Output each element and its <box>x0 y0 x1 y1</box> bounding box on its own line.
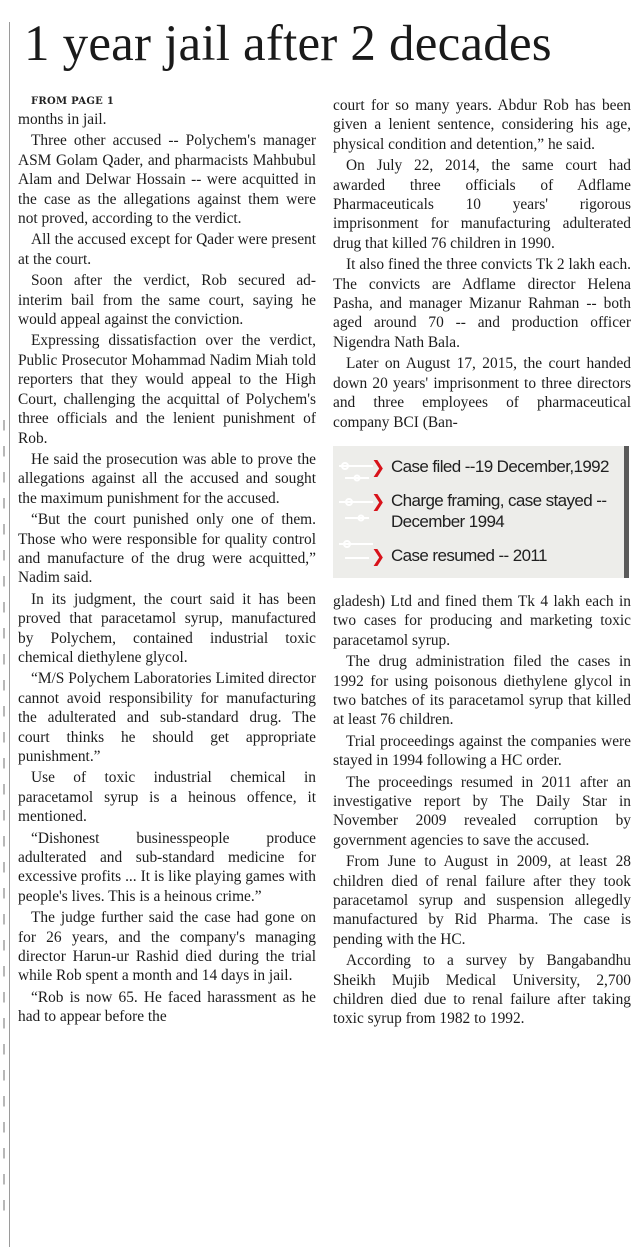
paragraph: He said the prosecution was able to prove the allegations against all the accused and sought the maximum punishment for the accused. <box>18 450 316 507</box>
paragraph: From June to August in 2009, at least 28 children died of renal failure after they took paracetamol syrup and suspension allegedly manufactured by Rid Pharma. The case is pending with the HC. <box>333 853 631 948</box>
paragraph: All the accused except for Qader were present at the court. <box>18 231 316 268</box>
right-column <box>333 96 631 1031</box>
paragraph: According to a survey by Bangabandhu Sheikh Mujib Medical University, 2,700 children died due to renal failure after taking toxic syrup from 1982 to 1992. <box>333 952 631 1028</box>
paragraph: “Dishonest businesspeople produce adulterated and sub-standard medicine for excessive profits ... It is like playing games with people's lives. This is a heinous crime.” <box>18 829 316 905</box>
paragraph: Use of toxic industrial chemical in paracetamol syrup is a heinous offence, it mentioned. <box>18 769 316 826</box>
paragraph: Later on August 17, 2015, the court handed down 20 years' imprisonment to three directors and three employees of pharmaceutical company BCI (Ban- <box>333 355 631 431</box>
paragraph: months in jail. <box>18 111 107 128</box>
paragraph: court for so many years. Abdur Rob has been given a lenient sentence, considering his age, physical condition and detention,” he said. <box>333 97 631 153</box>
kicker: FROM PAGE 1 <box>31 96 115 107</box>
timeline-item: ❯ Case filed --19 December,1992 <box>371 456 609 477</box>
arrow-right-icon: ❯ <box>371 457 385 477</box>
left-column <box>18 96 316 1029</box>
headline: 1 year jail after 2 decades <box>24 16 552 72</box>
paragraph: The judge further said the case had gone on for 26 years, and the company's managing director Harun-ur Rashid died during the trial while Rob spent a month and 14 days in jail. <box>18 909 316 985</box>
column-rule <box>9 22 10 1247</box>
paragraph: Expressing dissatisfaction over the verdict, Public Prosecutor Mohammad Nadim Miah told reporters that they would appeal to the High Court, challenging the acquittal of Polychem's three officials and the lenient punishment of Rob. <box>18 332 316 447</box>
paragraph: The drug administration filed the cases in 1992 for using poisonous diethylene glycol in two batches of its paracetamol syrup that killed at least 76 children. <box>333 653 631 729</box>
paragraph: In its judgment, the court said it has been proved that paracetamol syrup, manufactured by Polychem, contained industrial toxic chemical diethylene glycol. <box>18 590 316 666</box>
paragraph: Trial proceedings against the companies were stayed in 1994 following a HC order. <box>333 732 631 770</box>
timeline-list <box>371 456 617 579</box>
timeline-item: ❯ Case resumed -- 2011 <box>371 545 547 566</box>
paragraph: It also fined the three convicts Tk 2 lakh each. The convicts are Adflame director Helena Pasha, and manager Mizanur Rahman -- both aged around 70 -- and production officer Nigendra Nath Bala. <box>333 256 631 351</box>
timeline-bar <box>624 446 629 578</box>
timeline-item: ❯ Charge framing, case stayed -- December 1994 <box>371 490 607 531</box>
paragraph: On July 22, 2014, the same court had awarded three officials of Adflame Pharmaceuticals 10 years' rigorous imprisonment for manufacturing adulterated drug that killed 76 children in 1990. <box>333 157 631 252</box>
paragraph: gladesh) Ltd and fined them Tk 4 lakh each in two cases for producing and marketing toxic paracetamol syrup. <box>333 592 631 649</box>
paragraph: “But the court punished only one of them. Those who were responsible for quality control and manufacture of the drug were acquitted,” Nadim said. <box>18 511 316 587</box>
gutter-dots <box>3 420 5 1221</box>
arrow-right-icon: ❯ <box>371 546 385 566</box>
paragraph: “M/S Polychem Laboratories Limited director cannot avoid responsibility for manufacturing the adulterated and sub-standard drug. The court thinks he should get appropriate punishment.” <box>18 670 316 765</box>
paragraph: The proceedings resumed in 2011 after an investigative report by The Daily Star in November 2009 revealed corruption by government agencies to save the accused. <box>333 773 631 849</box>
paragraph: Three other accused -- Polychem's manager ASM Golam Qader, and pharmacists Mahbubul Alam and Delwar Hossain -- were acquitted in the case as the allegations against them were not proved, according to the verdict. <box>18 132 316 228</box>
paragraph: “Rob is now 65. He faced harassment as he had to appear before the <box>18 988 316 1026</box>
timeline-box <box>333 446 629 578</box>
arrow-right-icon: ❯ <box>371 491 385 511</box>
paragraph: Soon after the verdict, Rob secured ad-interim bail from the same court, saying he would appeal against the conviction. <box>18 272 316 329</box>
